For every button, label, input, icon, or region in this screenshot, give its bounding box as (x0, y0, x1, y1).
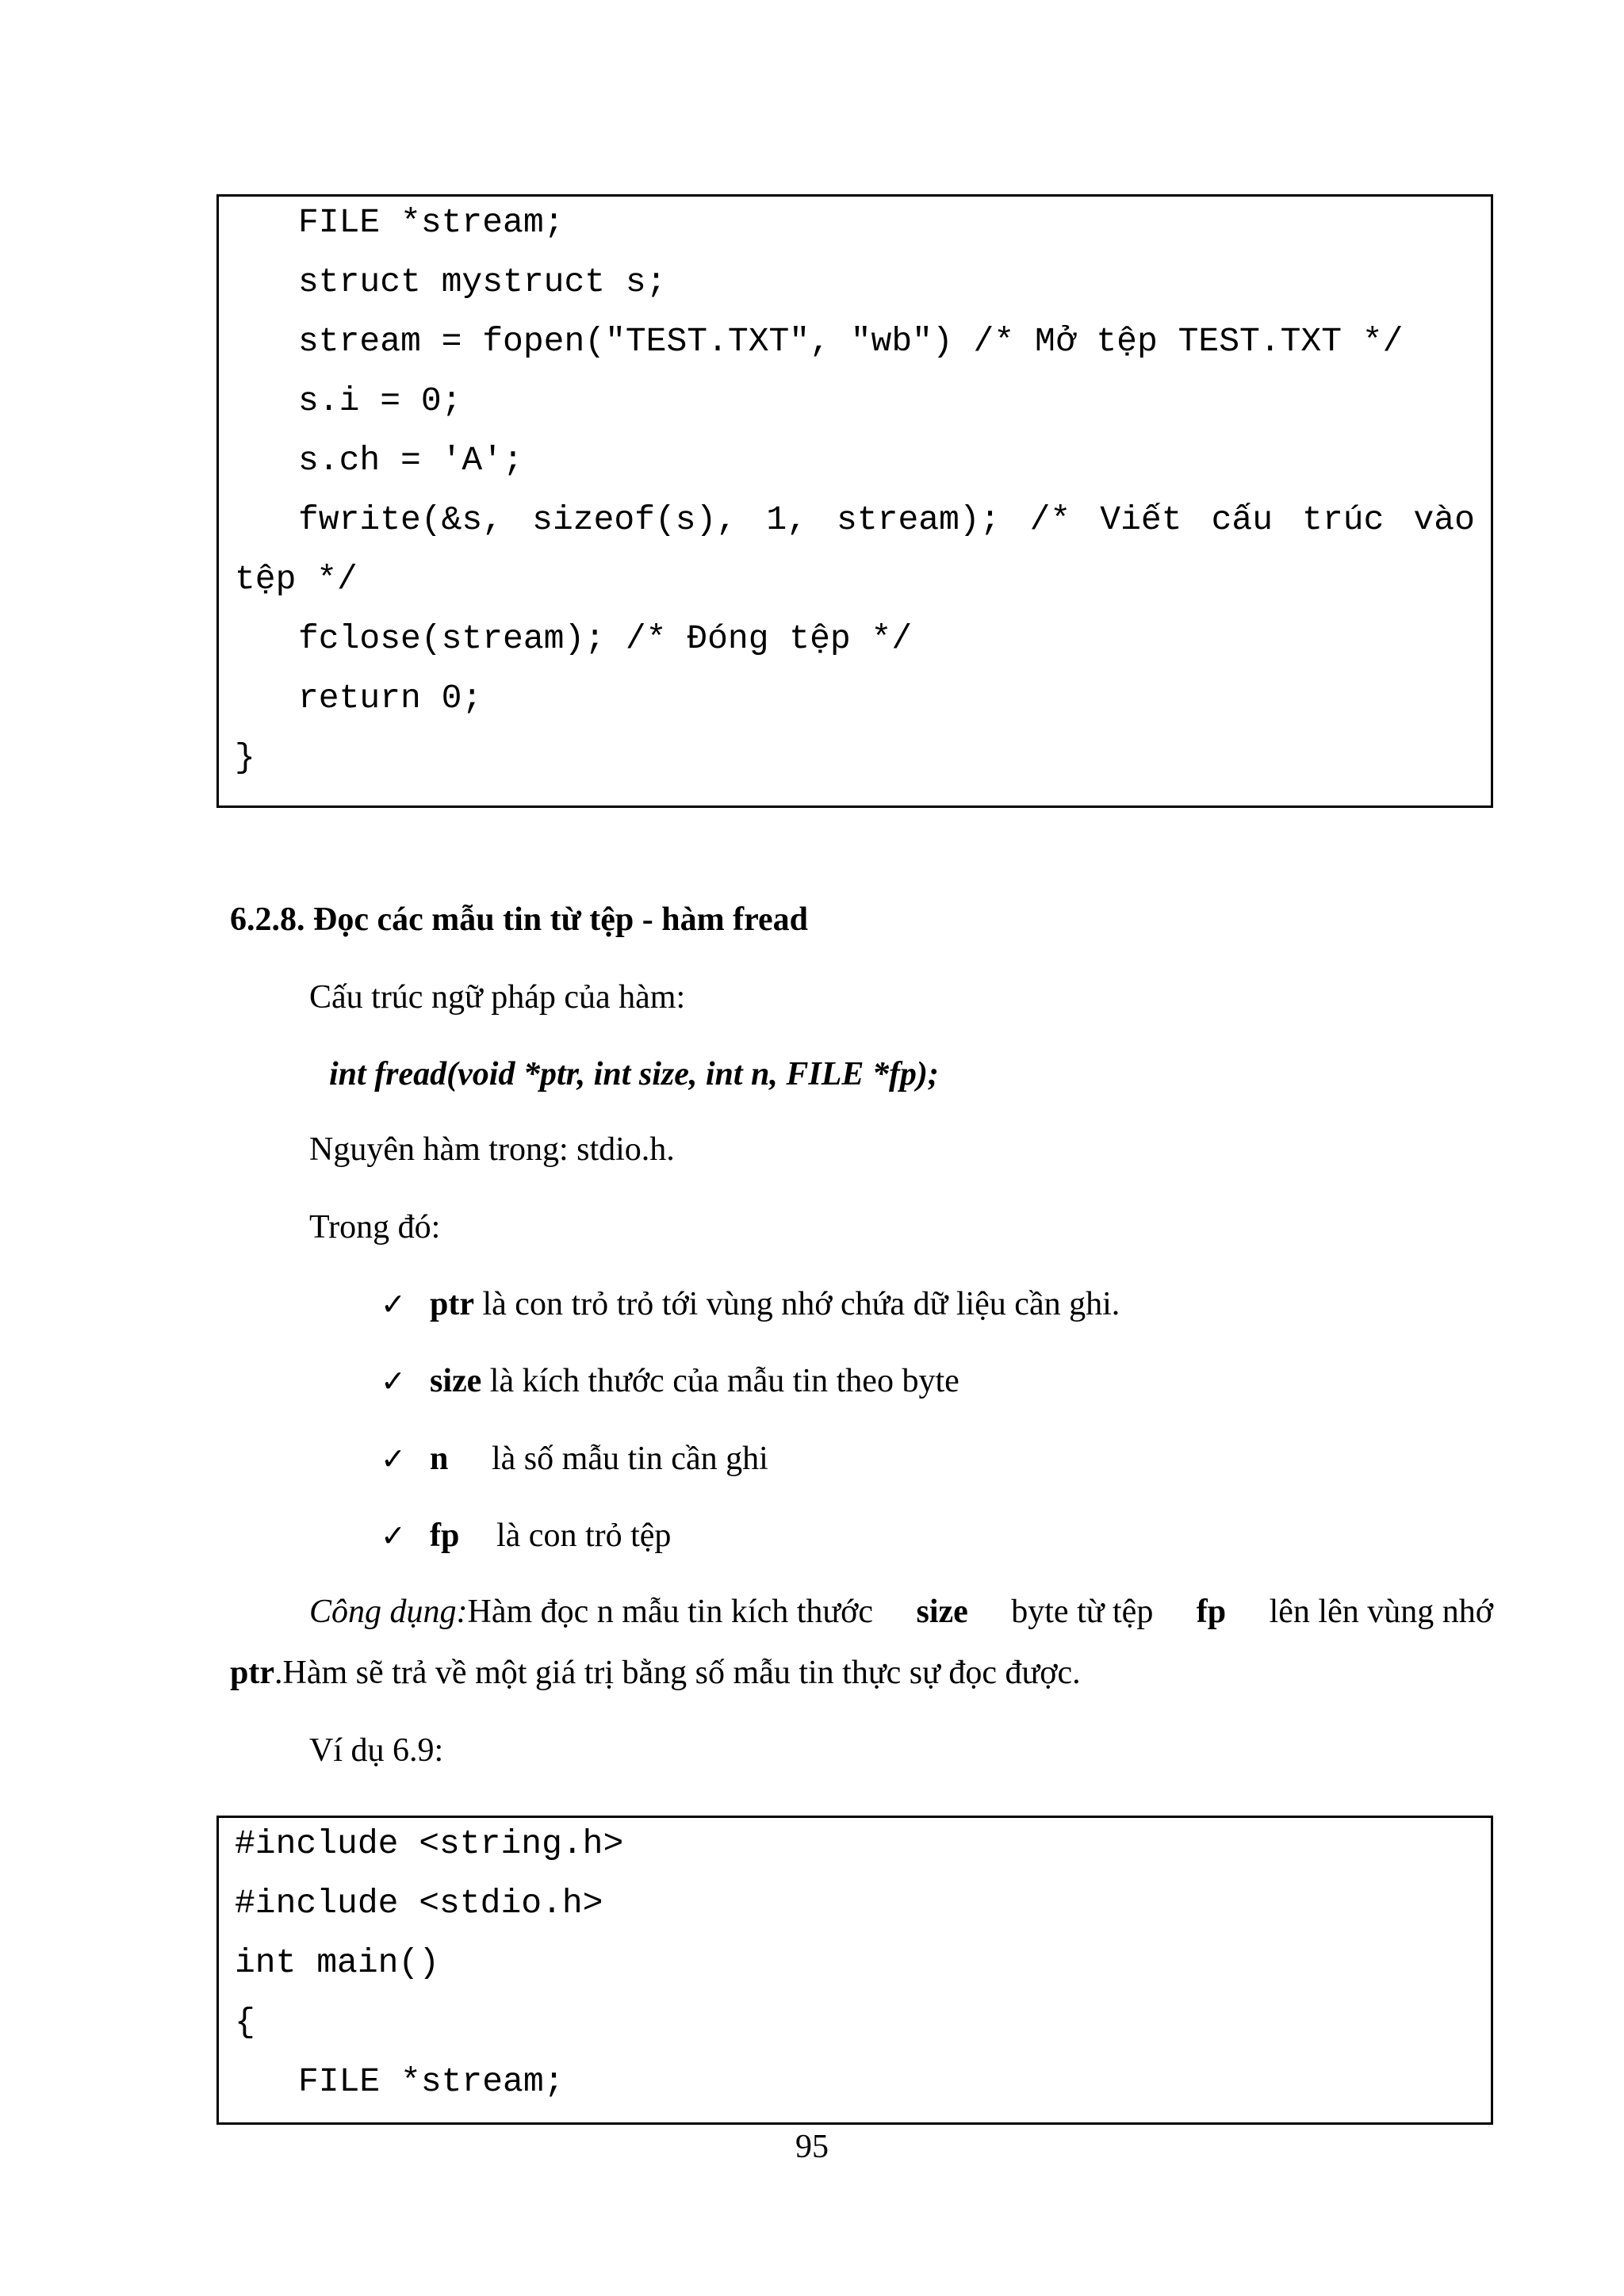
section-heading: 6.2.8. Đọc các mẫu tin từ tệp - hàm fread (230, 901, 808, 938)
code-line: s.ch = 'A'; (298, 441, 523, 480)
usage-line-1 (309, 1588, 1493, 1636)
code-line: stream = fopen("TEST.TXT", "wb") /* Mở tệp TEST.TXT */ (298, 322, 1404, 361)
code-word: stream); (837, 500, 1001, 539)
usage-text: Hàm đọc n mẫu tin kích thước (467, 1594, 874, 1630)
param-name: n (430, 1441, 449, 1477)
param-item (381, 1280, 1120, 1328)
param-name: size (430, 1363, 482, 1399)
code-line: struct mystruct s; (298, 262, 667, 301)
param-name: fp (430, 1517, 460, 1554)
syntax-intro: Cấu trúc ngữ pháp của hàm: (309, 979, 686, 1016)
code-word: sizeof(s), (532, 500, 737, 539)
param-desc: là số mẫu tin cần ghi (492, 1441, 768, 1477)
param-desc: là con trỏ tệp (496, 1517, 672, 1554)
code-block-2 (216, 1816, 1493, 2125)
checkmark-icon: ✓ (381, 1364, 406, 1399)
code-line: fclose(stream); /* Đóng tệp */ (298, 619, 913, 658)
usage-text: lên lên vùng nhớ (1269, 1594, 1493, 1630)
param-name: ptr (430, 1286, 474, 1322)
param-item (381, 1512, 671, 1559)
function-signature: int fread(void *ptr, int size, int n, FILE *fp); (329, 1056, 939, 1093)
checkmark-icon: ✓ (381, 1441, 406, 1476)
code-line: #include <string.h> (235, 1824, 624, 1863)
code-word: /* (1029, 500, 1071, 539)
usage-line-2 (230, 1649, 1081, 1697)
code-word: vào (1413, 500, 1475, 539)
code-block-1 (216, 194, 1493, 808)
code-word: 1, (766, 500, 807, 539)
param-item (381, 1435, 768, 1483)
usage-fp: fp (1196, 1594, 1227, 1630)
code-line: int main() (235, 1943, 440, 1982)
code-line: FILE *stream; (298, 2062, 565, 2101)
code-line: return 0; (298, 679, 483, 718)
usage-label: Công dụng: (309, 1594, 468, 1630)
page-number: 95 (795, 2129, 829, 2165)
checkmark-icon: ✓ (381, 1287, 406, 1322)
code-word: fwrite(&s, (298, 500, 504, 539)
usage-text: byte từ tệp (1011, 1594, 1154, 1630)
code-line: #include <stdio.h> (235, 1884, 603, 1923)
param-desc: là con trỏ trỏ tới vùng nhớ chứa dữ liệu cần ghi. (474, 1286, 1120, 1322)
param-item (381, 1357, 959, 1405)
code-line: } (235, 738, 255, 777)
code-line: s.i = 0; (298, 381, 462, 420)
code-line-justified (219, 496, 1491, 544)
code-line: FILE *stream; (298, 203, 565, 242)
code-line: { (235, 2003, 255, 2042)
code-word: trúc (1302, 500, 1385, 539)
checkmark-icon: ✓ (381, 1518, 406, 1553)
prototype-note: Nguyên hàm trong: stdio.h. (309, 1131, 675, 1168)
usage-size: size (916, 1594, 968, 1630)
code-word: cấu (1211, 500, 1274, 539)
where-label: Trong đó: (309, 1209, 441, 1246)
usage-ptr: ptr (230, 1655, 274, 1691)
code-word: Viết (1100, 500, 1182, 539)
usage-text: .Hàm sẽ trả về một giá trị bằng số mẫu tin thực sự đọc được. (274, 1655, 1081, 1691)
param-desc: là kích thước của mẫu tin theo byte (481, 1363, 959, 1399)
code-line: tệp */ (235, 560, 358, 599)
example-label: Ví dụ 6.9: (309, 1732, 444, 1769)
